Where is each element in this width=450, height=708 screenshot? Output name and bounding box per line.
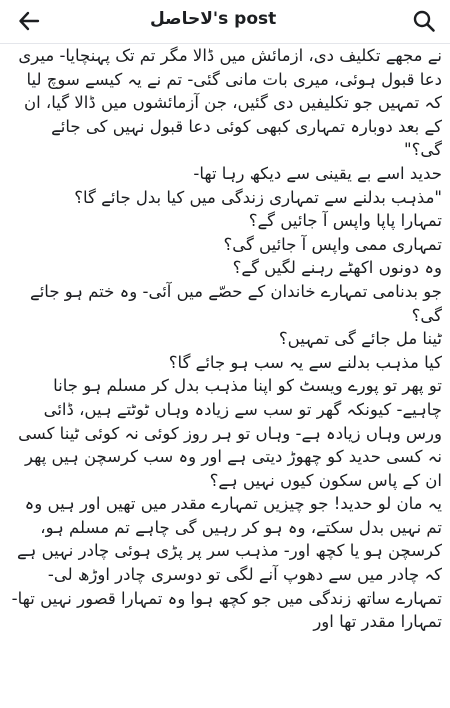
post-body	[0, 44, 450, 708]
post-paragraph: یہ مان لو حدید! جو چیزیں تمہارے مقدر میں تھیں اور ہیں وہ تم نہیں بدل سکتے، وہ ہو کر رہیں گی چاہے تم مسلم ہو، کرسچن ہو یا کچھ اور- مذہب سر پر پڑی ہوئی چادر نہیں ہے کہ چادر میں سے دھوپ آنے لگی تو دوسری چادر اوڑھ لی- تمہارے ساتھ زندگی میں جو کچھ ہوا وہ تمہارا قصور نہیں تھا- تمہارا مقدر تھا اور	[11, 494, 442, 632]
post-paragraph: ٹینا مل جائے گی تمہیں؟	[278, 329, 442, 349]
post-paragraph: تو پھر تو پورے ویسٹ کو اپنا مذہب بدل کر مسلم ہو جانا چاہیے- کیونکہ گھر تو سب سے زیادہ وہاں ٹوٹتے ہیں، ڈائی ورس وہاں زیادہ ہے- وہاں تو ہر روز کوئی نہ کوئی ٹینا کسی نہ کسی حدید کو چھوڑ دیتی ہے اور وہ سب کرسچن ہیں پھر ان کے پاس سکون کیوں نہیں ہے؟	[18, 376, 442, 490]
search-button[interactable]	[408, 5, 440, 37]
arrow-left-icon	[18, 10, 40, 32]
post-paragraph: تمہارا پاپا واپس آ جائیں گے؟	[248, 211, 442, 231]
search-icon	[412, 9, 436, 33]
back-button[interactable]	[14, 6, 44, 36]
post-paragraph: کیا مذہب بدلنے سے یہ سب ہو جائے گا؟	[168, 352, 442, 372]
post-paragraph: نے مجھے تکلیف دی، ازمائش میں ڈالا مگر تم تک پہنچایا- میری دعا قبول ہوئی، میری بات مانی گئی- تم نے یہ کیسے سوچ لیا کہ تمہیں جو تکلیفیں دی گئیں، جن آزمائشوں میں ڈالا گیا، ان کے بعد دوبارہ تمہاری کبھی کوئی دعا قبول نہیں کی جائے گی؟"	[18, 46, 442, 160]
post-paragraph: حدید اسے بے یقینی سے دیکھ رہا تھا-	[193, 163, 442, 183]
post-paragraph: "مذہب بدلنے سے تمہاری زندگی میں کیا بدل جائے گا؟	[74, 187, 442, 207]
post-paragraph: جو بدنامی تمہارے خاندان کے حصّے میں آئی- وہ ختم ہو جائے گی؟	[30, 281, 442, 325]
page-title: لاحاصل's post	[150, 9, 277, 29]
top-bar	[0, 0, 450, 44]
post-paragraph: تمہاری ممی واپس آ جائیں گی؟	[223, 234, 442, 254]
post-paragraph: وہ دونوں اکھٹے رہنے لگیں گے؟	[232, 258, 442, 278]
